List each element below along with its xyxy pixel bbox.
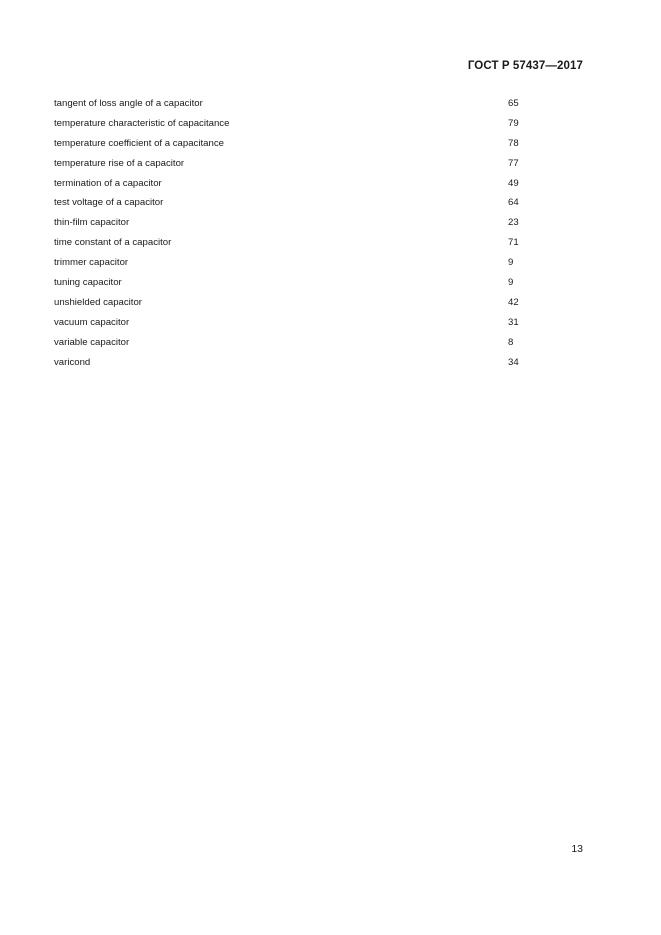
index-term: temperature rise of a capacitor (54, 157, 185, 169)
index-ref: 78 (508, 137, 519, 149)
index-term: varicond (54, 356, 91, 368)
index-term: thin-film capacitor (54, 217, 130, 229)
index-ref: 65 (508, 98, 519, 109)
index-ref: 9 (508, 257, 514, 269)
index-entry (54, 136, 534, 156)
index-term: vacuum capacitor (54, 316, 130, 328)
index-entry (54, 96, 534, 116)
document-header: ГОСТ Р 57437—2017 (467, 60, 583, 72)
index-entry (54, 215, 534, 235)
index-term: test voltage of a capacitor (54, 197, 164, 209)
index-ref: 31 (508, 316, 519, 328)
index-term: variable capacitor (54, 336, 130, 348)
index-term: time constant of a capacitor (54, 237, 172, 249)
index-term: trimmer capacitor (54, 257, 129, 269)
index-entry (54, 335, 534, 355)
index-term: temperature coefficient of a capacitance (54, 137, 224, 149)
index-term: tuning capacitor (54, 277, 122, 289)
index-term: tangent of loss angle of a capacitor (54, 98, 203, 109)
index-ref: 77 (508, 157, 519, 169)
index-entry (54, 295, 534, 315)
index-entry (54, 255, 534, 275)
index-term: termination of a capacitor (54, 177, 162, 189)
alphabetical-index (54, 96, 534, 374)
index-entry (54, 176, 534, 196)
index-ref: 64 (508, 197, 519, 209)
index-entry (54, 355, 534, 375)
index-ref: 8 (508, 336, 514, 348)
index-entry (54, 315, 534, 335)
index-term: unshielded capacitor (54, 296, 143, 308)
index-entry (54, 275, 534, 295)
index-ref: 9 (508, 277, 514, 289)
index-ref: 71 (508, 237, 519, 249)
index-ref: 49 (508, 177, 519, 189)
index-ref: 34 (508, 356, 519, 368)
index-ref: 79 (508, 117, 519, 129)
index-ref: 42 (508, 296, 519, 308)
index-term: temperature characteristic of capacitance (54, 117, 230, 129)
index-ref: 23 (508, 217, 519, 229)
index-entry (54, 156, 534, 176)
index-entry (54, 195, 534, 215)
index-entry (54, 235, 534, 255)
page-number: 13 (571, 843, 583, 855)
index-entry (54, 116, 534, 136)
